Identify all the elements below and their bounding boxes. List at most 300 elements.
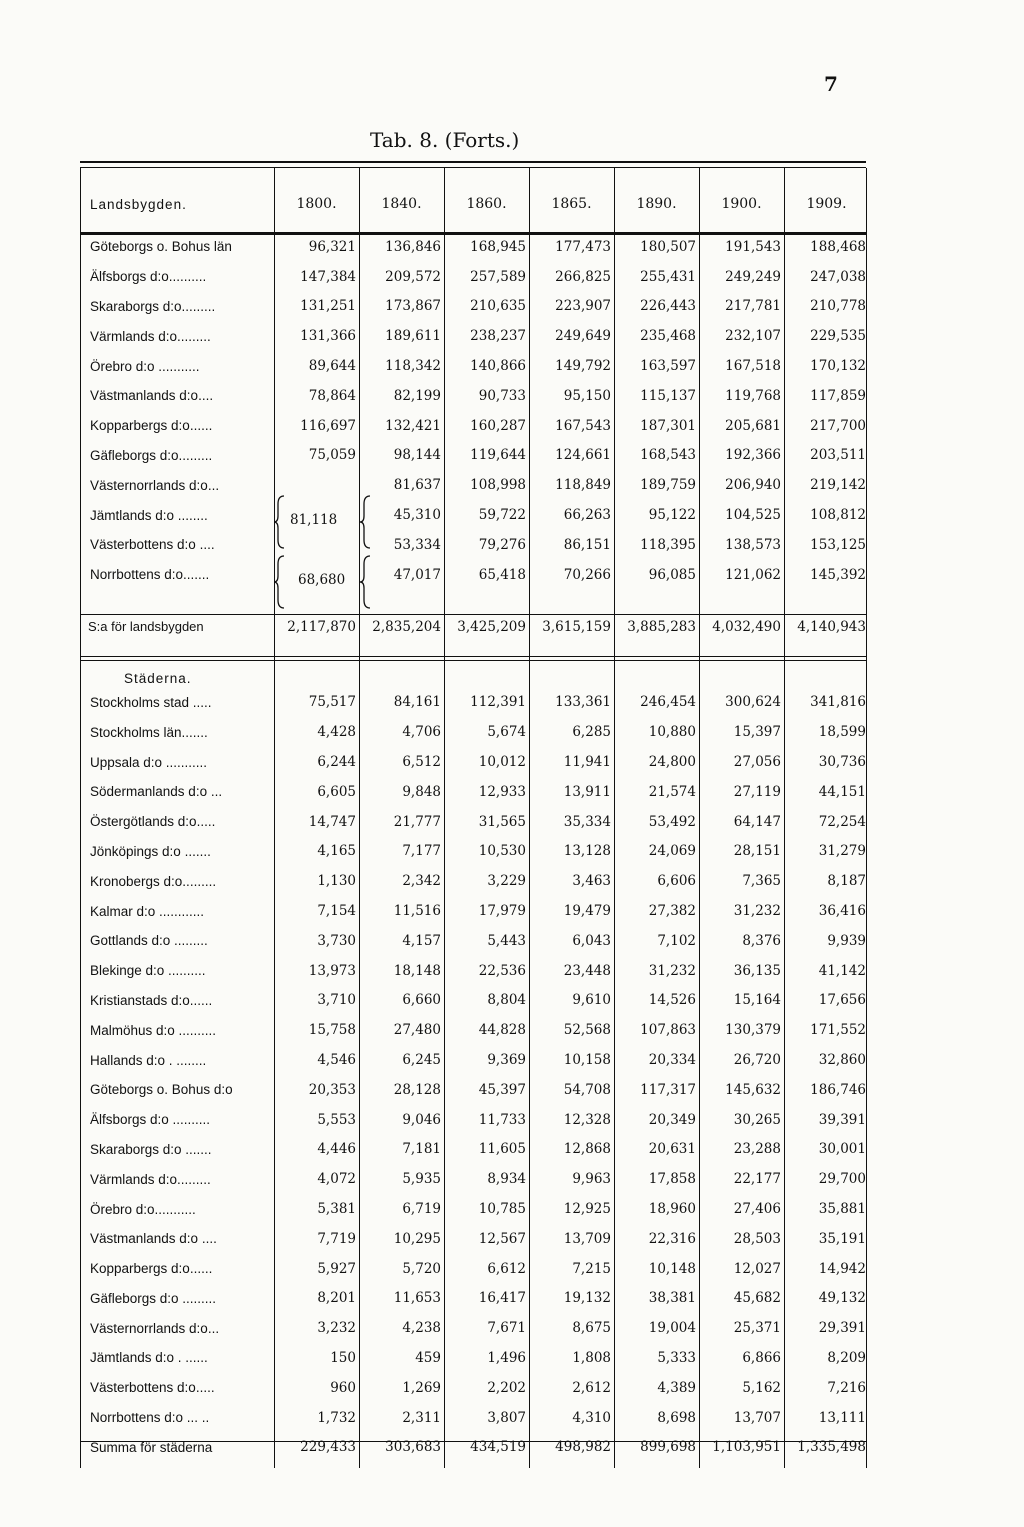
cell: 96,321 [308,238,356,255]
cell: 22,177 [733,1171,781,1188]
cell: 8,187 [827,873,866,890]
cell: 6,660 [402,992,441,1009]
row-label: Blekinge d:o .......... [90,963,206,979]
row-label: Kristianstads d:o...... [90,992,213,1008]
top-double-rule-2 [80,167,866,168]
row-label: Västernorrlands d:o... [90,477,220,493]
cell: 108,812 [810,507,866,524]
cell: 22,316 [648,1230,696,1247]
cell: 8,201 [317,1290,356,1307]
cell: 960 [330,1379,356,1396]
cell: 191,543 [725,238,781,255]
cell: 5,720 [402,1260,441,1277]
cell: 173,867 [385,298,441,315]
cell: 118,342 [385,358,441,375]
cell: 35,881 [818,1201,866,1217]
cell: 5,443 [487,932,526,949]
cell: 29,700 [818,1171,866,1188]
merged-1800-vasternorrland-jamtland: 81,118 [290,512,338,528]
cell: 205,681 [725,417,781,434]
cell: 89,644 [308,358,356,375]
cell: 12,567 [478,1230,526,1247]
row-label: Gottlands d:o ......... [90,933,208,949]
cell: 44,828 [478,1022,526,1039]
row-label: Summa för städerna [90,1439,213,1455]
cell: 4,140,943 [797,618,866,635]
cell: 32,860 [818,1052,866,1069]
cell: 10,295 [393,1230,441,1247]
cell: 115,137 [640,387,696,404]
cell: 26,720 [733,1052,781,1069]
section-heading: Städerna. [124,670,192,686]
cell: 1,130 [317,873,356,890]
cell: 81,637 [393,477,441,494]
cell: 219,142 [810,477,866,494]
cell: 130,379 [725,1022,781,1039]
cell: 10,012 [478,754,526,771]
row-label: Västernorrlands d:o... [90,1320,220,1336]
population-table [82,176,869,1462]
cell: 7,216 [827,1379,866,1396]
cell: 3,615,159 [542,618,611,635]
table-row [82,1254,869,1284]
cell: 39,391 [818,1111,866,1128]
cell: 223,907 [555,298,611,315]
cell: 6,512 [402,754,441,771]
row-label: Kopparbergs d:o...... [90,418,213,434]
header-label: Landsbygden. [90,196,187,212]
row-label: Jämtlands d:o . ...... [90,1350,208,1366]
cell: 27,480 [393,1022,441,1039]
cell: 96,085 [648,566,696,583]
cell: 53,334 [393,536,441,553]
row-label: Västmanlands d:o .... [90,1231,217,1247]
cell: 90,733 [478,387,526,404]
table-row [82,381,869,411]
cell: 13,973 [308,962,356,979]
cell: 31,232 [733,903,781,920]
table-row [82,747,869,777]
row-label: Kopparbergs d:o...... [90,1261,213,1277]
year-header: 1865. [551,196,592,212]
table-row [82,232,869,262]
row-label: Gäfleborgs d:o ......... [90,1290,217,1306]
row-label: Kalmar d:o ............ [90,903,205,919]
cell [274,530,359,560]
table-row [82,1135,869,1165]
year-header: 1840. [381,196,422,212]
row-label: Älfsborgs d:o.......... [90,269,207,285]
cell: 1,496 [487,1349,526,1366]
table-row [82,1403,869,1433]
cell: 145,392 [810,566,866,583]
cell: 30,265 [733,1111,781,1128]
cell: 27,382 [648,903,696,920]
sum-staderna-row [82,1432,869,1462]
cell: 54,708 [563,1081,611,1098]
cell: 167,543 [555,417,611,434]
cell: 206,940 [725,477,781,494]
cell: 75,517 [308,694,356,711]
cell: 17,858 [648,1171,696,1188]
table-row [82,1343,869,1373]
merged-1800-vasterbotten-norrbotten: 68,680 [298,572,346,588]
cell: 131,251 [300,298,356,315]
table-row [82,351,869,381]
cell: 2,311 [402,1409,441,1426]
cell: 217,781 [725,298,781,315]
cell: 9,610 [572,992,611,1009]
table-row [82,926,869,956]
table-row [82,1373,869,1403]
cell: 45,397 [478,1081,526,1098]
cell: 249,249 [725,268,781,285]
cell: 2,342 [402,873,441,890]
cell: 203,511 [810,447,866,464]
cell: 5,381 [317,1201,356,1217]
cell: 53,492 [648,813,696,830]
cell: 20,353 [308,1081,356,1098]
cell: 35,191 [818,1230,866,1247]
cell: 18,960 [648,1201,696,1217]
cell: 171,552 [810,1022,866,1039]
cell: 25,371 [733,1320,781,1337]
table-row [82,560,869,590]
cell: 17,979 [478,903,526,920]
row-label: Södermanlands d:o ... [90,784,223,800]
cell: 12,925 [563,1201,611,1217]
cell: 15,164 [733,992,781,1009]
cell: 180,507 [640,238,696,255]
cell: 10,148 [648,1260,696,1277]
cell: 18,148 [393,962,441,979]
table-row [82,1164,869,1194]
cell: 7,177 [402,843,441,860]
table-row [82,1224,869,1254]
cell: 119,644 [470,447,526,464]
cell: 4,032,490 [712,618,781,635]
cell: 1,103,951 [712,1439,781,1456]
cell: 75,059 [308,447,356,464]
cell: 22,536 [478,962,526,979]
cell: 2,117,870 [287,618,356,635]
cell: 31,565 [478,813,526,830]
cell: 6,244 [317,754,356,771]
cell: 300,624 [725,694,781,711]
cell: 24,800 [648,754,696,771]
cell: 177,473 [555,238,611,255]
header-row [82,176,869,232]
row-label: Stockholms stad ..... [90,694,212,710]
cell: 6,719 [402,1201,441,1217]
cell: 7,671 [487,1320,526,1337]
cell: 117,859 [810,387,866,404]
cell: 10,785 [478,1201,526,1217]
cell: 9,939 [827,932,866,949]
cell: 4,428 [317,724,356,741]
cell: 27,406 [733,1201,781,1217]
table-row [82,262,869,292]
cell: 9,848 [402,783,441,800]
cell: 160,287 [470,417,526,434]
cell: 7,215 [572,1260,611,1277]
cell: 112,391 [470,694,526,711]
cell: 11,653 [393,1290,441,1307]
row-label: S:a för landsbygden [88,619,204,635]
cell: 118,849 [555,477,611,494]
cell: 20,349 [648,1111,696,1128]
cell: 209,572 [385,268,441,285]
cell: 38,381 [648,1290,696,1307]
cell: 6,043 [572,932,611,949]
cell: 117,317 [640,1081,696,1098]
cell: 52,568 [563,1022,611,1039]
cell: 23,288 [733,1141,781,1158]
cell: 226,443 [640,298,696,315]
column-separator [80,168,81,1468]
cell: 31,232 [648,962,696,979]
section-heading-row [82,650,869,688]
table-row [82,1015,869,1045]
cell: 167,518 [725,358,781,375]
row-label: Skaraborgs d:o......... [90,298,216,314]
row-label: Hallands d:o . ........ [90,1052,207,1068]
cell: 95,150 [563,387,611,404]
cell: 7,365 [742,873,781,890]
cell: 229,433 [300,1439,356,1456]
cell: 498,982 [555,1439,611,1456]
table-row [82,956,869,986]
cell: 13,709 [563,1230,611,1247]
cell: 6,245 [402,1052,441,1069]
cell: 6,605 [317,783,356,800]
table-row [82,1313,869,1343]
cell: 229,535 [810,328,866,345]
cell: 341,816 [810,694,866,711]
cell: 8,376 [742,932,781,949]
cell: 459 [415,1349,441,1366]
cell: 16,417 [478,1290,526,1307]
cell: 98,144 [393,447,441,464]
cell: 10,880 [648,724,696,741]
cell: 8,934 [487,1171,526,1188]
table-row [82,1194,869,1224]
cell: 5,162 [742,1379,781,1396]
cell: 24,069 [648,843,696,860]
cell: 14,526 [648,992,696,1009]
cell: 3,232 [317,1320,356,1337]
cell: 168,945 [470,238,526,255]
cell: 150 [330,1349,356,1366]
cell: 15,397 [733,724,781,741]
cell: 20,334 [648,1052,696,1069]
cell: 27,056 [733,754,781,771]
cell: 5,553 [317,1111,356,1128]
cell: 187,301 [640,417,696,434]
cell: 29,391 [818,1320,866,1337]
row-label: Jönköpings d:o ....... [90,843,211,859]
cell: 6,606 [657,873,696,890]
cell: 153,125 [810,536,866,553]
row-label: Skaraborgs d:o ....... [90,1141,212,1157]
cell: 79,276 [478,536,526,553]
cell: 5,333 [657,1349,696,1366]
cell: 78,864 [308,387,356,404]
cell: 9,369 [487,1052,526,1069]
cell: 434,519 [470,1439,526,1456]
table-row [82,688,869,718]
table-row [82,441,869,471]
cell: 4,310 [572,1409,611,1426]
cell: 136,846 [385,238,441,255]
cell: 11,516 [393,903,441,920]
row-label: Västerbottens d:o .... [90,537,215,553]
table-row [82,807,869,837]
cell: 35,334 [563,813,611,830]
cell: 59,722 [478,507,526,524]
cell: 8,698 [657,1409,696,1426]
row-label: Malmöhus d:o .......... [90,1022,217,1038]
cell [274,500,359,530]
row-label: Älfsborgs d:o .......... [90,1112,211,1128]
row-label: Göteborgs o. Bohus län [90,239,232,255]
cell: 12,328 [563,1111,611,1128]
cell: 147,384 [300,268,356,285]
cell: 107,863 [640,1022,696,1039]
cell: 27,119 [733,783,781,800]
cell: 163,597 [640,358,696,375]
table-row [82,986,869,1016]
cell: 189,611 [385,328,441,345]
cell: 3,229 [487,873,526,890]
cell: 82,199 [393,387,441,404]
row-label: Kronobergs d:o......... [90,873,217,889]
cell: 17,656 [818,992,866,1009]
table-row [82,1105,869,1135]
cell: 3,425,209 [457,618,526,635]
cell: 170,132 [810,358,866,375]
cell: 2,612 [572,1379,611,1396]
cell: 247,038 [810,268,866,285]
cell: 70,266 [563,566,611,583]
cell: 5,927 [317,1260,356,1277]
cell: 116,697 [300,417,356,434]
table-row [82,470,869,500]
cell: 210,635 [470,298,526,315]
table-row [82,1045,869,1075]
row-label: Örebro d:o........... [90,1201,196,1217]
cell: 4,165 [317,843,356,860]
top-double-rule [80,161,866,163]
cell: 44,151 [818,783,866,800]
table-row [82,866,869,896]
cell: 7,154 [317,903,356,920]
cell: 86,151 [563,536,611,553]
cell: 246,454 [640,694,696,711]
cell: 5,935 [402,1171,441,1188]
cell: 12,933 [478,783,526,800]
cell: 36,416 [818,903,866,920]
year-header: 1909. [806,196,847,212]
cell: 95,122 [648,507,696,524]
table-row [82,837,869,867]
cell: 21,574 [648,783,696,800]
row-label: Örebro d:o ........... [90,358,200,374]
cell [274,560,359,590]
cell: 9,046 [402,1111,441,1128]
table-row [82,411,869,441]
table-title: Tab. 8. (Forts.) [370,128,520,152]
cell: 266,825 [555,268,611,285]
cell: 4,157 [402,932,441,949]
cell: 13,128 [563,843,611,860]
cell: 13,911 [563,783,611,800]
cell: 19,132 [563,1290,611,1307]
cell: 186,746 [810,1081,866,1098]
row-label: Värmlands d:o......... [90,1171,211,1187]
table-row [82,896,869,926]
row-label: Värmlands d:o......... [90,328,211,344]
cell: 217,700 [810,417,866,434]
row-label: Östergötlands d:o..... [90,814,216,830]
row-label: Västmanlands d:o.... [90,388,214,404]
cell: 3,463 [572,873,611,890]
cell: 45,682 [733,1290,781,1307]
cell: 12,027 [733,1260,781,1277]
row-label: Uppsala d:o ........... [90,754,208,770]
cell: 47,017 [393,566,441,583]
cell: 138,573 [725,536,781,553]
table-row [82,500,869,530]
cell: 257,589 [470,268,526,285]
cell: 188,468 [810,238,866,255]
cell: 23,448 [563,962,611,979]
cell: 3,730 [317,932,356,949]
row-label: Norrbottens d:o ... .. [90,1410,210,1426]
cell: 7,102 [657,932,696,949]
cell: 1,269 [402,1379,441,1396]
page-number: 7 [824,72,838,96]
cell: 30,736 [818,754,866,771]
row-label: Jämtlands d:o ........ [90,507,208,523]
cell: 4,238 [402,1320,441,1337]
cell: 4,072 [317,1171,356,1188]
cell: 210,778 [810,298,866,315]
row-label: Göteborgs o. Bohus d:o [90,1082,233,1098]
year-header: 1890. [636,196,677,212]
cell: 192,366 [725,447,781,464]
row-label: Västerbottens d:o..... [90,1380,215,1396]
cell: 8,804 [487,992,526,1009]
cell: 232,107 [725,328,781,345]
cell: 121,062 [725,566,781,583]
cell: 104,525 [725,507,781,524]
cell: 13,707 [733,1409,781,1426]
table-row [82,717,869,747]
year-header: 1900. [721,196,762,212]
cell: 140,866 [470,358,526,375]
cell: 235,468 [640,328,696,345]
table-row [82,1075,869,1105]
cell: 20,631 [648,1141,696,1158]
table-row [82,530,869,560]
table-row [82,777,869,807]
cell: 64,147 [733,813,781,830]
cell: 19,479 [563,903,611,920]
cell: 118,395 [640,536,696,553]
cell: 10,158 [563,1052,611,1069]
cell: 238,237 [470,328,526,345]
